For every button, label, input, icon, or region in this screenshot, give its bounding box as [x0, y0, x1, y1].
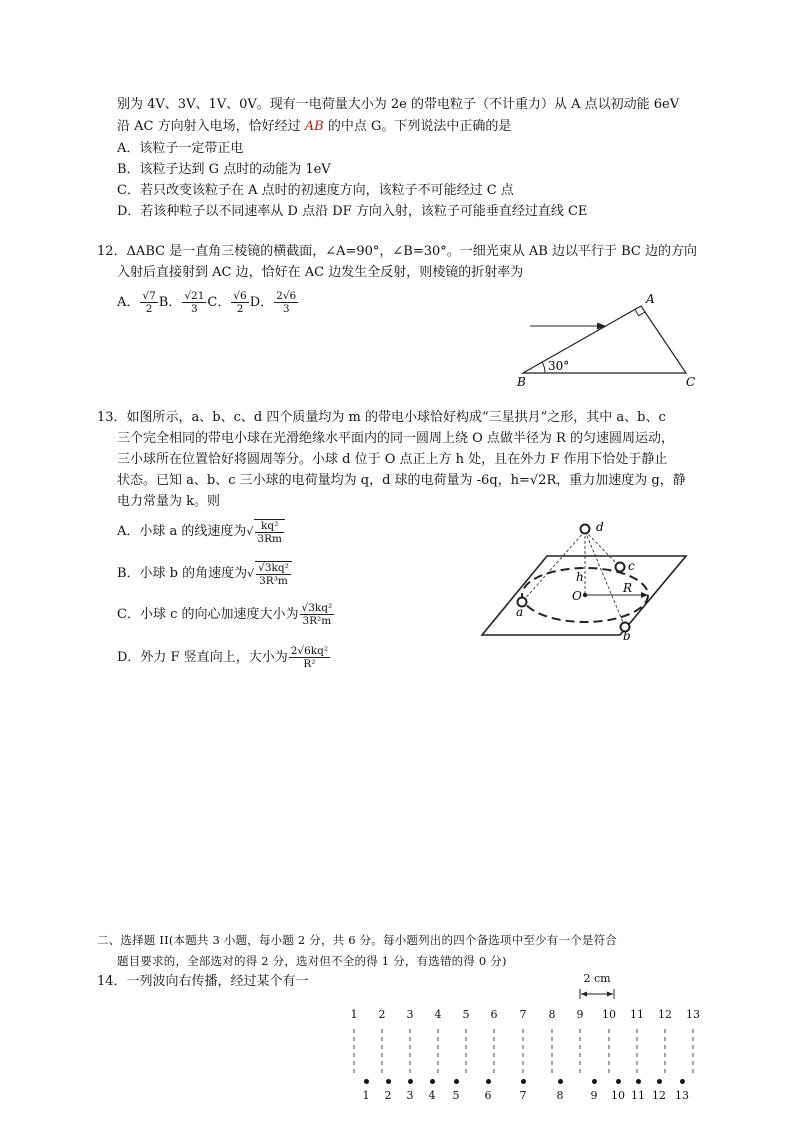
section2-line1: 二、选择题 II(本题共 3 小题，每小题 2 分，共 6 分。每小题列出的四个备选项中至少有一个是符合 — [97, 933, 618, 947]
q11-option-b: B．该粒子达到 G 点时的动能为 1eV — [117, 162, 331, 177]
line-d-b — [585, 531, 625, 627]
label-r: R — [623, 581, 633, 595]
particle-dot-2 — [386, 1079, 391, 1084]
scale-label: 2 cm — [583, 972, 611, 985]
ball-c — [616, 563, 625, 572]
scale-arrow-right-icon — [607, 992, 613, 997]
q11-option-a: A．该粒子一定带正电 — [117, 141, 244, 156]
bottom-number-12: 12 — [652, 1089, 666, 1102]
label-d: d — [596, 520, 604, 534]
top-number-1: 1 — [350, 1008, 358, 1021]
particle-dot-1 — [364, 1079, 369, 1084]
q13-line1: 13．如图所示，a、b、c、d 四个质量均为 m 的带电小球恰好构成“三星拱月”之形，其中 a、b、c — [97, 410, 666, 425]
ball-d — [581, 525, 590, 534]
q13-opt-b-frac — [255, 561, 292, 587]
q13-opt-c-frac — [300, 602, 335, 627]
frac-den: 3R²m — [302, 615, 332, 627]
vertex-c-label: C — [686, 375, 696, 389]
particle-dot-9 — [592, 1079, 597, 1084]
top-number-10: 10 — [602, 1008, 616, 1021]
top-number-11: 11 — [630, 1008, 644, 1021]
line-d-c — [585, 531, 620, 567]
frac-num: √3kq² — [301, 602, 333, 614]
vertex-b-label: B — [517, 375, 526, 389]
angle-arc — [542, 362, 545, 373]
q11-stem-line2b: 的中点 G。下列说法中正确的是 — [323, 119, 512, 134]
center-point — [583, 593, 587, 597]
q13-option-a — [117, 517, 286, 547]
frac-den: 3 — [191, 303, 198, 315]
q12-opt-b-label: B． — [158, 295, 182, 310]
three-star-figure — [478, 515, 693, 643]
particle-dot-5 — [454, 1079, 459, 1084]
frac-num: 2√6 — [276, 290, 297, 302]
q13-opt-a-label: A．小球 a 的线速度为 — [117, 524, 247, 539]
q13-opt-b-label: B．小球 b 的角速度为 — [117, 566, 248, 581]
top-number-row — [0, 1008, 794, 1024]
scale-arrow-left-icon — [581, 992, 587, 997]
q13-opt-d-frac — [289, 645, 330, 670]
q12-opt-a-label: A． — [117, 295, 140, 310]
frac-den: 3R³m — [259, 574, 288, 587]
frac-num: kq² — [255, 520, 284, 533]
q13-option-d — [117, 643, 331, 673]
prism-figure — [510, 285, 710, 390]
frac-num: √3kq² — [258, 561, 289, 574]
frac-num: √21 — [184, 290, 205, 302]
bottom-number-6: 6 — [484, 1089, 492, 1102]
top-number-2: 2 — [378, 1008, 386, 1021]
frac-den: R² — [303, 658, 316, 670]
q12-opt-d-label: D． — [249, 295, 274, 310]
q13-opt-a-frac — [254, 519, 285, 545]
q14-stem: 14．一列波向右传播，经过某个有一 — [97, 974, 309, 989]
top-number-13: 13 — [686, 1008, 700, 1021]
q13-line5: 电力常量为 k。则 — [117, 494, 221, 509]
q11-stem-line2 — [117, 117, 511, 137]
top-number-5: 5 — [462, 1008, 470, 1021]
sqrt-sign: √ — [247, 567, 255, 580]
dashed-guides — [0, 1025, 794, 1075]
frac-num: √7 — [142, 290, 156, 302]
q11-stem-line2a: 沿 AC 方向射入电场，恰好经过 — [117, 119, 305, 134]
q13-line3: 三小球所在位置恰好将圆周等分。小球 d 位于 O 点正上方 h 处，且在外力 F 作用下恰处于静止 — [117, 452, 668, 467]
top-number-7: 7 — [519, 1008, 527, 1021]
bottom-number-row — [0, 1089, 794, 1105]
q12-opt-b-frac — [182, 290, 206, 315]
bottom-number-1: 1 — [362, 1089, 370, 1102]
q12-options — [117, 288, 299, 318]
top-number-3: 3 — [406, 1008, 414, 1021]
q11-option-d: D．若该种粒子以不同速率从 D 点沿 DF 方向入射，该粒子可能垂直经过直线 CE — [117, 204, 588, 219]
q13-line4: 状态。已知 a、b、c 三小球的电荷量均为 q，d 球的电荷量为 -6q，h=√2R，重力加速度为 g，静 — [117, 473, 686, 488]
particle-dot-11 — [636, 1079, 641, 1084]
bottom-number-5: 5 — [452, 1089, 460, 1102]
top-number-9: 9 — [576, 1008, 584, 1021]
label-b: b — [623, 629, 631, 643]
particle-dot-8 — [558, 1079, 563, 1084]
particle-dot-3 — [408, 1079, 413, 1084]
bottom-number-10: 10 — [611, 1089, 625, 1102]
particle-dot-10 — [616, 1079, 621, 1084]
top-number-6: 6 — [490, 1008, 498, 1021]
vertex-a-label: A — [646, 292, 655, 306]
q12-opt-a-frac — [140, 290, 157, 315]
q13-opt-d-label: D．外力 F 竖直向上，大小为 — [117, 650, 288, 665]
top-number-4: 4 — [434, 1008, 442, 1021]
q12-line1: 12．ΔABC 是一直角三棱镜的横截面，∠A=90°，∠B=30°。一细光束从 AB 边以平行于 BC 边的方向 — [97, 244, 697, 259]
q11-stem-line1: 别为 4V、3V、1V、0V。现有一电荷量大小为 2e 的带电粒子（不计重力）从 A 点以初动能 6eV — [117, 97, 680, 112]
particle-dot-6 — [486, 1079, 491, 1084]
bottom-number-4: 4 — [428, 1089, 436, 1102]
frac-den: 3 — [282, 303, 290, 315]
bottom-number-13: 13 — [675, 1089, 689, 1102]
q11-ab-text: AB — [304, 119, 324, 134]
label-h: h — [576, 570, 584, 584]
frac-num: 2√6kq² — [290, 645, 329, 657]
top-number-8: 8 — [548, 1008, 556, 1021]
q13-option-b — [117, 559, 293, 589]
label-a: a — [516, 605, 524, 619]
bottom-number-11: 11 — [631, 1089, 645, 1102]
particle-dot-7 — [521, 1079, 526, 1084]
frac-den: 2 — [145, 303, 153, 315]
q13-option-c — [117, 600, 335, 630]
q13-opt-c-label: C．小球 c 的向心加速度大小为 — [117, 607, 299, 622]
frac-den: 2 — [236, 303, 244, 315]
section2-line2: 题目要求的，全部选对的得 2 分，选对但不全的得 1 分，有选错的得 0 分) — [117, 954, 507, 968]
right-angle-mark — [635, 309, 645, 315]
q12-line2: 入射后直接射到 AC 边，恰好在 AC 边发生全反射，则棱镜的折射率为 — [117, 265, 524, 280]
bottom-number-7: 7 — [519, 1089, 527, 1102]
particle-dot-row — [0, 1077, 794, 1087]
bottom-number-2: 2 — [384, 1089, 392, 1102]
q12-opt-c-frac — [231, 290, 248, 315]
label-c: c — [628, 559, 635, 573]
q12-opt-d-frac — [274, 290, 298, 315]
bottom-number-8: 8 — [556, 1089, 564, 1102]
label-o: O — [572, 589, 582, 603]
top-number-12: 12 — [658, 1008, 672, 1021]
frac-den: 3Rm — [257, 532, 282, 545]
particle-dot-12 — [657, 1079, 662, 1084]
q11-option-c: C．若只改变该粒子在 A 点时的初速度方向，该粒子不可能经过 C 点 — [117, 183, 514, 198]
q12-opt-c-label: C． — [207, 295, 231, 310]
bottom-number-9: 9 — [590, 1089, 598, 1102]
frac-num: √6 — [233, 290, 247, 302]
sqrt-sign: √ — [246, 525, 254, 538]
bottom-number-3: 3 — [406, 1089, 414, 1102]
particle-dot-4 — [430, 1079, 435, 1084]
scale-bar — [576, 987, 618, 1001]
q13-line2: 三个完全相同的带电小球在光滑绝缘水平面内的同一圆周上绕 O 点做半径为 R 的匀速圆周运动， — [117, 431, 674, 446]
particle-dot-13 — [680, 1079, 685, 1084]
angle-label: 30° — [548, 359, 570, 373]
